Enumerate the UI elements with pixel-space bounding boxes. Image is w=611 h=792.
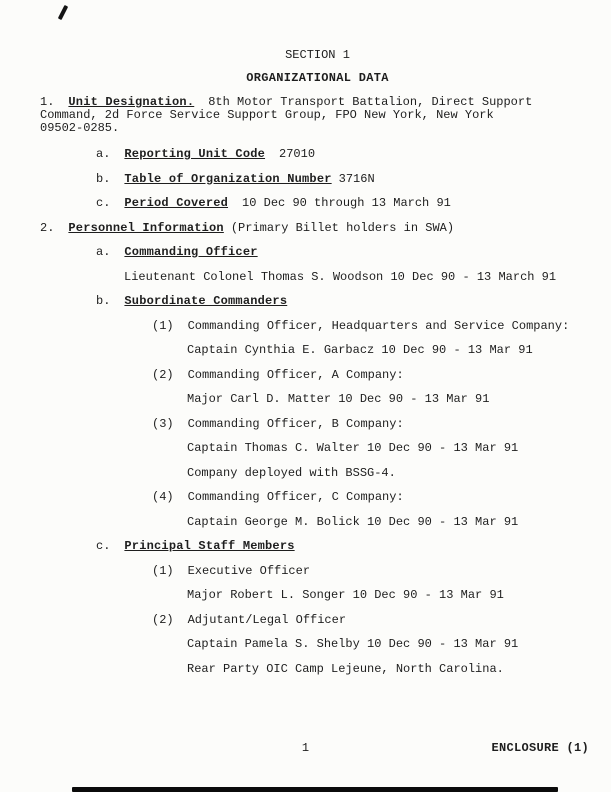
item-2-label: Personnel Information xyxy=(68,220,224,235)
item-1c-line xyxy=(40,197,595,210)
item-2c2-title: Adjutant/Legal Officer xyxy=(187,612,347,627)
item-2c1-heading xyxy=(40,565,595,578)
item-2c2-number: (2) xyxy=(152,612,174,627)
item-1-text-wrap-2: 09502-0285. xyxy=(40,121,120,135)
item-2b2-title: Commanding Officer, A Company: xyxy=(187,367,404,382)
item-2a-label: Commanding Officer xyxy=(124,245,258,259)
item-2c-heading xyxy=(40,540,595,553)
item-2a-heading xyxy=(40,246,595,259)
item-2b2-heading xyxy=(40,369,595,382)
item-1-text-wrap-1: Command, 2d Force Service Support Group, FPO New York, New York xyxy=(40,108,494,122)
item-2b-heading xyxy=(40,295,595,308)
item-2-text: (Primary Billet holders in SWA) xyxy=(230,220,455,235)
item-2b3-text-2: Company deployed with BSSG-4. xyxy=(187,465,396,480)
item-2b-label: Subordinate Commanders xyxy=(124,294,288,308)
item-2c-label: Principal Staff Members xyxy=(124,539,295,553)
item-2b1-number: (1) xyxy=(152,318,174,333)
enclosure-label: ENCLOSURE (1) xyxy=(491,741,589,755)
item-2b2-text: Major Carl D. Matter 10 Dec 90 - 13 Mar 91 xyxy=(187,392,490,406)
item-1-number: 1. xyxy=(40,95,55,109)
item-2b1-text: Captain Cynthia E. Garbacz 10 Dec 90 - 13 Mar 91 xyxy=(187,343,533,357)
item-1c-label: Period Covered xyxy=(124,196,229,210)
item-2a-letter: a. xyxy=(96,245,111,259)
item-2c1-title: Executive Officer xyxy=(187,563,311,578)
item-2c2-heading xyxy=(40,614,595,627)
item-2b3-text-1: Captain Thomas C. Walter 10 Dec 90 - 13 Mar 91 xyxy=(187,441,519,455)
item-2b4-title: Commanding Officer, C Company: xyxy=(187,490,404,504)
item-2b4-heading xyxy=(40,491,595,504)
item-2b4-text: Captain George M. Bolick 10 Dec 90 - 13 Mar 91 xyxy=(187,514,519,529)
section-heading: SECTION 1 xyxy=(285,48,350,62)
item-1a-value: 27010 xyxy=(279,147,316,161)
item-2b3-number: (3) xyxy=(152,416,174,431)
item-2b3-title: Commanding Officer, B Company: xyxy=(187,416,404,431)
item-1c-letter: c. xyxy=(96,196,111,210)
item-1a-line xyxy=(40,148,595,161)
page-number: 1 xyxy=(301,741,310,755)
item-2b2-number: (2) xyxy=(152,367,174,382)
item-2b1-title: Commanding Officer, Headquarters and Service Company: xyxy=(187,318,570,333)
item-1a-letter: a. xyxy=(96,147,111,161)
item-2b-letter: b. xyxy=(96,294,111,308)
page-footer xyxy=(0,741,611,755)
item-2-heading xyxy=(40,222,595,235)
item-2b1-heading xyxy=(40,320,595,333)
item-2c1-text: Major Robert L. Songer 10 Dec 90 - 13 Mar 91 xyxy=(187,588,504,602)
item-2b4-number: (4) xyxy=(152,490,174,504)
item-1b-line xyxy=(40,173,595,186)
item-2c2-text-2: Rear Party OIC Camp Lejeune, North Carolina. xyxy=(187,661,504,676)
item-2a-text: Lieutenant Colonel Thomas S. Woodson 10 Dec 90 - 13 March 91 xyxy=(124,269,557,284)
item-1b-label: Table of Organization Number xyxy=(124,171,332,186)
item-1b-value: 3716N xyxy=(338,171,375,186)
item-1-label: Unit Designation. xyxy=(68,95,195,109)
item-2-number: 2. xyxy=(40,220,55,235)
item-1c-value: 10 Dec 90 through 13 March 91 xyxy=(242,196,451,210)
scan-artifact-bottom xyxy=(72,787,558,792)
item-1b-letter: b. xyxy=(96,171,111,186)
document-title: ORGANIZATIONAL DATA xyxy=(246,71,389,85)
item-1a-label: Reporting Unit Code xyxy=(124,147,266,161)
item-2c1-number: (1) xyxy=(152,563,174,578)
item-2c2-text-1: Captain Pamela S. Shelby 10 Dec 90 - 13 Mar 91 xyxy=(187,637,519,651)
item-1-text: 8th Motor Transport Battalion, Direct Support xyxy=(208,95,533,109)
item-2b3-heading xyxy=(40,418,595,431)
item-2c-letter: c. xyxy=(96,539,111,553)
